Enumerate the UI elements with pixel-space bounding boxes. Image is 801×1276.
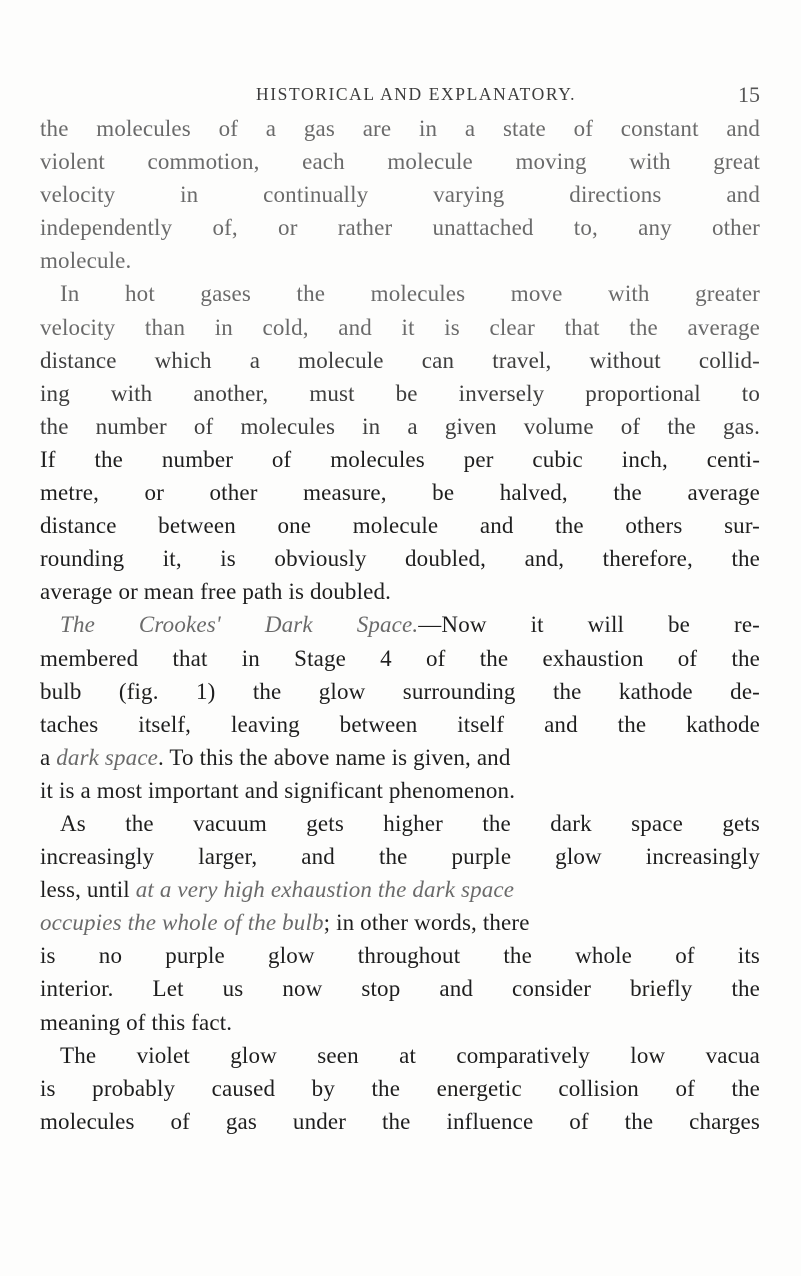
text-line: ing with another, must be inversely proportional to — [40, 380, 760, 406]
text-run: . To this the above name is given, and — [158, 744, 511, 770]
section-title: The Crookes' Dark Space. — [60, 612, 419, 638]
text-line: violent commotion, each molecule moving with great — [40, 149, 760, 175]
text-line: In hot gases the molecules move with greater — [60, 281, 760, 307]
text-line: interior. Let us now stop and consider briefly the — [40, 976, 760, 1002]
text-run: ; in other words, there — [323, 910, 530, 936]
text-run: a — [40, 744, 57, 770]
text-line: velocity in continually varying directions and — [40, 182, 760, 208]
text-line: rounding it, is obviously doubled, and, therefore, the — [40, 546, 760, 572]
running-header-title: HISTORICAL AND EXPLANATORY. — [256, 84, 577, 104]
text-line: The violet glow seen at comparatively low vacua — [60, 1042, 760, 1068]
section-heading-line — [40, 608, 760, 641]
text-line: increasingly larger, and the purple glow increasingly — [40, 844, 760, 870]
text-line: distance between one molecule and the others sur- — [40, 513, 760, 539]
text-line: distance which a molecule can travel, without collid- — [40, 347, 760, 373]
text-line — [40, 741, 760, 774]
text-line: is probably caused by the energetic collision of the — [40, 1075, 760, 1101]
text-line: independently of, or rather unattached to, any other — [40, 215, 760, 241]
running-header — [0, 84, 801, 114]
text-line: molecule. — [40, 248, 132, 274]
page-number: 15 — [738, 82, 760, 107]
text-run: —Now it will be re- — [418, 612, 760, 638]
text-line: it is a most important and significant phenomenon. — [40, 777, 516, 803]
italic-phrase: occupies the whole of the bulb — [40, 910, 324, 936]
italic-phrase: at a very high exhaustion the dark space — [135, 877, 515, 903]
body-text — [40, 112, 760, 1138]
text-line: taches itself, leaving between itself and the kathode — [40, 711, 760, 737]
text-line: is no purple glow throughout the whole of its — [40, 943, 760, 969]
text-line — [40, 906, 760, 939]
text-line: the molecules of a gas are in a state of constant and — [40, 116, 760, 141]
text-line: If the number of molecules per cubic inch, centi- — [40, 446, 760, 472]
text-line: meaning of this fact. — [40, 1009, 233, 1035]
text-line: bulb (fig. 1) the glow surrounding the kathode de- — [40, 678, 760, 704]
text-line: As the vacuum gets higher the dark space gets — [60, 810, 760, 836]
text-line: the number of molecules in a given volume of the gas. — [40, 413, 760, 439]
text-line: velocity than in cold, and it is clear that the average — [40, 314, 760, 340]
text-line: membered that in Stage 4 of the exhaustion of the — [40, 645, 760, 671]
text-line: metre, or other measure, be halved, the average — [40, 480, 760, 506]
text-line: average or mean free path is doubled. — [40, 579, 392, 605]
italic-term: dark space — [56, 744, 159, 770]
text-line: molecules of gas under the influence of the charges — [40, 1108, 760, 1134]
text-run: less, until — [40, 877, 136, 903]
text-line — [40, 873, 760, 906]
